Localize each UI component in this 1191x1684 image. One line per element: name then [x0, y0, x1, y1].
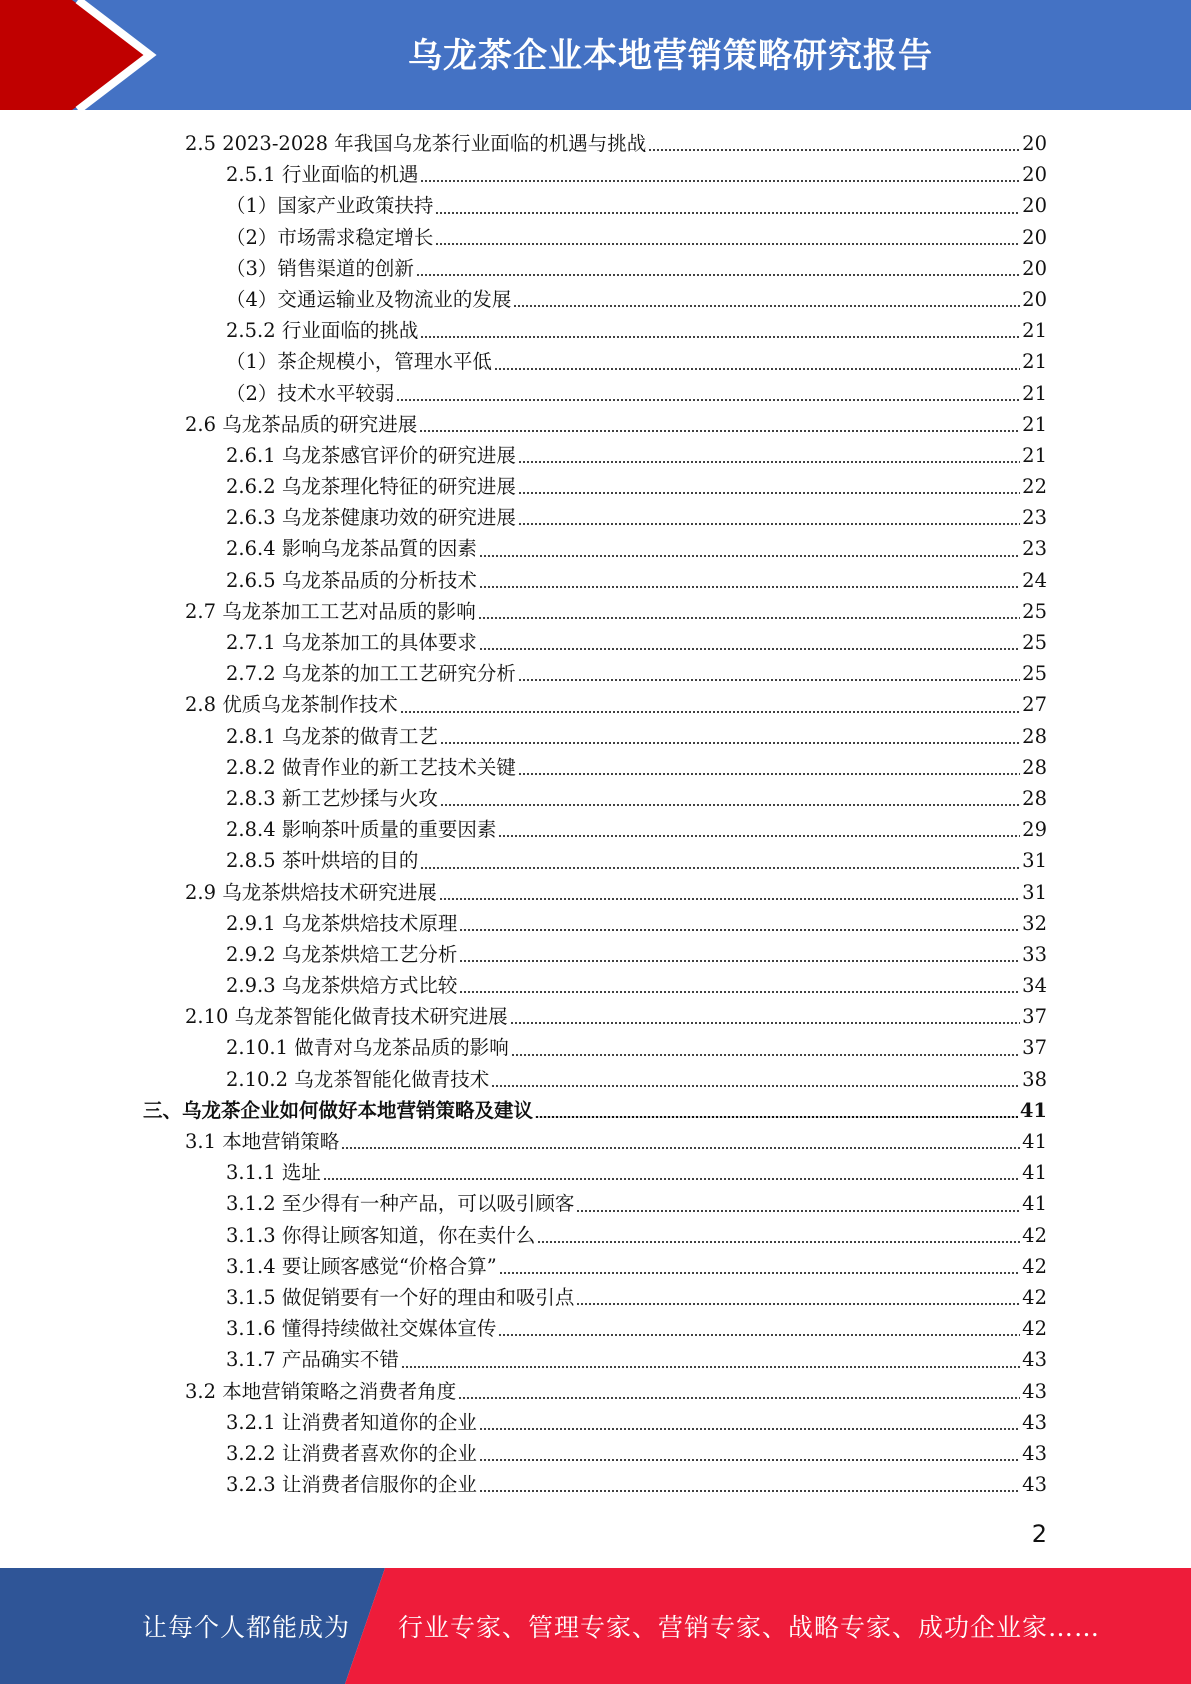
toc-entry-label: （1）国家产业政策扶持 [226, 194, 434, 218]
toc-entry[interactable] [0, 1313, 1191, 1344]
toc-entry-page: 20 [1022, 194, 1047, 218]
toc-entry-label: 3.2 本地营销策略之消费者角度 [185, 1379, 457, 1403]
toc-entry[interactable] [0, 845, 1191, 876]
toc-dot-leader [440, 742, 1020, 744]
toc-entry-page: 20 [1022, 163, 1047, 187]
toc-dot-leader [518, 523, 1020, 525]
toc-entry-label: 2.5.2 行业面临的挑战 [226, 319, 419, 343]
toc-entry-page: 21 [1022, 350, 1047, 374]
toc-dot-leader [341, 1147, 1020, 1149]
toc-entry-page: 43 [1022, 1473, 1047, 1497]
toc-entry-label: （1）茶企规模小，管理水平低 [226, 350, 492, 374]
toc-entry-page: 31 [1022, 880, 1047, 904]
toc-dot-leader [478, 617, 1020, 619]
document-title: 乌龙茶企业本地营销策略研究报告 [408, 36, 933, 76]
toc-entry-page: 43 [1022, 1441, 1047, 1465]
toc-entry-label: 3.1.4 要让顾客感觉“价格合算” [226, 1254, 497, 1278]
toc-entry-label: （3）销售渠道的创新 [226, 256, 414, 280]
toc-entry[interactable] [0, 1220, 1191, 1251]
toc-entry-label: 2.5.1 行业面临的机遇 [226, 163, 419, 187]
toc-entry[interactable] [0, 1469, 1191, 1500]
toc-entry-page: 41 [1022, 1130, 1047, 1153]
toc-entry[interactable] [0, 1095, 1191, 1126]
toc-entry-page: 23 [1022, 537, 1047, 561]
table-of-contents [0, 128, 1191, 1500]
toc-entry-label: （2）技术水平较弱 [226, 381, 395, 405]
toc-entry[interactable] [0, 689, 1191, 720]
toc-dot-leader [479, 586, 1020, 588]
toc-entry-page: 42 [1022, 1317, 1047, 1341]
toc-entry-label: 2.8.5 茶叶烘培的目的 [226, 849, 419, 873]
toc-entry-page: 21 [1022, 381, 1047, 405]
toc-entry-label: 2.9.1 乌龙茶烘焙技术原理 [226, 911, 458, 935]
toc-entry-label: 2.10.1 做青对乌龙茶品质的影响 [226, 1036, 509, 1060]
toc-dot-leader [518, 492, 1020, 494]
toc-dot-leader [513, 305, 1020, 307]
toc-entry-label: 3.1.2 至少得有一种产品，可以吸引顾客 [226, 1192, 575, 1216]
toc-dot-leader [440, 804, 1020, 806]
toc-dot-leader [401, 1366, 1020, 1368]
toc-entry-page: 33 [1022, 942, 1047, 966]
toc-dot-leader [396, 399, 1020, 401]
toc-entry[interactable] [0, 1407, 1191, 1438]
toc-entry[interactable] [0, 1032, 1191, 1063]
toc-entry[interactable] [0, 814, 1191, 845]
toc-entry-page: 42 [1022, 1285, 1047, 1309]
toc-entry[interactable] [0, 284, 1191, 315]
toc-dot-leader [535, 1116, 1018, 1118]
toc-entry[interactable] [0, 658, 1191, 689]
toc-entry-page: 21 [1022, 443, 1047, 467]
toc-entry[interactable] [0, 315, 1191, 346]
toc-entry[interactable] [0, 908, 1191, 939]
toc-entry[interactable] [0, 970, 1191, 1001]
toc-dot-leader [435, 243, 1020, 245]
toc-entry-label: 2.6.2 乌龙茶理化特征的研究进展 [226, 475, 516, 499]
toc-entry-page: 43 [1022, 1379, 1047, 1403]
toc-entry-label: 2.8.1 乌龙茶的做青工艺 [226, 724, 438, 748]
toc-entry-page: 25 [1022, 662, 1047, 686]
toc-entry-label: 2.9 乌龙茶烘焙技术研究进展 [185, 880, 437, 904]
page-header [0, 0, 1191, 110]
toc-dot-leader [479, 1459, 1020, 1461]
toc-entry-page: 20 [1022, 225, 1047, 249]
toc-dot-leader [459, 991, 1020, 993]
toc-entry-label: 3.1.1 选址 [226, 1161, 321, 1185]
toc-entry-label: 3.2.1 让消费者知道你的企业 [226, 1410, 477, 1434]
toc-dot-leader [510, 1022, 1021, 1024]
toc-entry[interactable] [0, 1251, 1191, 1282]
page-number: 2 [1031, 1520, 1047, 1548]
footer-slogan-right: 行业专家、管理专家、营销专家、战略专家、成功企业家…… [398, 1613, 1101, 1642]
toc-entry-page: 28 [1022, 786, 1047, 810]
toc-entry[interactable] [0, 939, 1191, 970]
toc-entry-label: 2.8.3 新工艺炒揉与火攻 [226, 786, 438, 810]
toc-dot-leader [518, 461, 1020, 463]
toc-entry[interactable] [0, 565, 1191, 596]
toc-entry-page: 29 [1022, 818, 1047, 842]
toc-entry-page: 41 [1022, 1161, 1047, 1185]
toc-entry-page: 37 [1022, 1005, 1047, 1029]
toc-entry-page: 20 [1022, 132, 1047, 155]
toc-dot-leader [479, 555, 1020, 557]
toc-entry[interactable] [0, 222, 1191, 253]
toc-entry[interactable] [0, 533, 1191, 564]
toc-dot-leader [499, 1272, 1020, 1274]
toc-entry[interactable] [0, 877, 1191, 908]
toc-entry-label: 2.6.1 乌龙茶感官评价的研究进展 [226, 443, 516, 467]
toc-entry[interactable] [0, 440, 1191, 471]
toc-entry-page: 34 [1022, 974, 1047, 998]
toc-entry-label: 2.6.5 乌龙茶品质的分析技术 [226, 568, 477, 592]
toc-entry-label: 3.1 本地营销策略 [185, 1130, 340, 1153]
toc-entry-label: 3.1.5 做促销要有一个好的理由和吸引点 [226, 1285, 575, 1309]
toc-entry-label: 2.6.3 乌龙茶健康功效的研究进展 [226, 506, 516, 530]
toc-entry-page: 41 [1019, 1098, 1047, 1122]
page-footer [0, 1568, 1191, 1684]
toc-entry-label: 2.6 乌龙茶品质的研究进展 [185, 412, 418, 436]
toc-entry[interactable] [0, 1126, 1191, 1157]
toc-dot-leader [518, 773, 1020, 775]
toc-dot-leader [491, 1085, 1020, 1087]
toc-entry-page: 41 [1022, 1192, 1047, 1216]
toc-entry[interactable] [0, 596, 1191, 627]
toc-entry[interactable] [0, 1282, 1191, 1313]
toc-dot-leader [498, 835, 1020, 837]
toc-dot-leader [648, 149, 1020, 151]
toc-entry-page: 22 [1022, 475, 1047, 499]
toc-entry-page: 20 [1022, 287, 1047, 311]
toc-entry-label: 2.7 乌龙茶加工工艺对品质的影响 [185, 599, 476, 623]
toc-entry-page: 25 [1022, 631, 1047, 654]
toc-entry[interactable] [0, 1376, 1191, 1407]
toc-entry-label: 2.10 乌龙茶智能化做青技术研究进展 [185, 1005, 508, 1029]
toc-entry-label: 3.1.3 你得让顾客知道，你在卖什么 [226, 1223, 536, 1247]
toc-entry-page: 21 [1022, 319, 1047, 343]
toc-dot-leader [494, 368, 1020, 370]
toc-entry-label: 2.7.1 乌龙茶加工的具体要求 [226, 631, 477, 654]
toc-dot-leader [479, 1428, 1020, 1430]
toc-entry[interactable] [0, 190, 1191, 221]
toc-dot-leader [479, 648, 1020, 650]
toc-dot-leader [439, 898, 1020, 900]
toc-entry-page: 43 [1022, 1348, 1047, 1372]
toc-dot-leader [459, 929, 1020, 931]
toc-entry[interactable] [0, 1344, 1191, 1375]
toc-entry[interactable] [0, 1157, 1191, 1188]
toc-entry[interactable] [0, 409, 1191, 440]
toc-dot-leader [511, 1054, 1020, 1056]
toc-dot-leader [537, 1241, 1020, 1243]
toc-entry[interactable] [0, 128, 1191, 159]
toc-dot-leader [518, 679, 1020, 681]
toc-entry[interactable] [0, 378, 1191, 409]
toc-entry-label: 2.8.2 做青作业的新工艺技术关键 [226, 755, 516, 779]
toc-dot-leader [420, 867, 1020, 869]
toc-dot-leader [420, 180, 1020, 182]
toc-entry-page: 28 [1022, 755, 1047, 779]
toc-dot-leader [435, 212, 1020, 214]
toc-entry-label: 2.8 优质乌龙茶制作技术 [185, 693, 398, 717]
toc-entry[interactable] [0, 1064, 1191, 1095]
toc-entry[interactable] [0, 253, 1191, 284]
toc-entry[interactable] [0, 471, 1191, 502]
toc-entry[interactable] [0, 1188, 1191, 1219]
toc-entry-page: 23 [1022, 506, 1047, 530]
toc-entry-label: 三、乌龙茶企业如何做好本地营销策略及建议 [143, 1098, 534, 1122]
toc-dot-leader [576, 1303, 1020, 1305]
toc-entry[interactable] [0, 502, 1191, 533]
toc-entry-page: 25 [1022, 599, 1047, 623]
toc-entry-page: 37 [1022, 1036, 1047, 1060]
toc-dot-leader [576, 1210, 1020, 1212]
toc-entry-label: 2.9.2 乌龙茶烘焙工艺分析 [226, 942, 458, 966]
toc-entry-page: 31 [1022, 849, 1047, 873]
toc-entry-label: 3.2.3 让消费者信服你的企业 [226, 1473, 477, 1497]
toc-entry-label: 2.9.3 乌龙茶烘焙方式比较 [226, 974, 458, 998]
toc-entry-label: 2.10.2 乌龙茶智能化做青技术 [226, 1067, 490, 1091]
toc-entry[interactable] [0, 752, 1191, 783]
toc-dot-leader [479, 1490, 1020, 1492]
toc-dot-leader [498, 1334, 1020, 1336]
toc-entry[interactable] [0, 1438, 1191, 1469]
toc-dot-leader [420, 336, 1020, 338]
toc-dot-leader [400, 711, 1020, 713]
toc-entry-page: 32 [1022, 911, 1047, 935]
toc-entry-label: 2.7.2 乌龙茶的加工工艺研究分析 [226, 662, 516, 686]
toc-dot-leader [459, 960, 1020, 962]
toc-dot-leader [458, 1397, 1020, 1399]
toc-entry-label: 3.2.2 让消费者喜欢你的企业 [226, 1441, 477, 1465]
toc-entry-label: （4）交通运输业及物流业的发展 [226, 287, 512, 311]
toc-entry-label: 2.6.4 影响乌龙茶品質的因素 [226, 537, 477, 561]
toc-dot-leader [323, 1178, 1020, 1180]
toc-dot-leader [419, 430, 1020, 432]
toc-entry-page: 20 [1022, 256, 1047, 280]
toc-entry-label: 2.5 2023-2028 年我国乌龙茶行业面临的机遇与挑战 [185, 132, 647, 155]
toc-entry[interactable] [0, 159, 1191, 190]
toc-entry[interactable] [0, 1001, 1191, 1032]
toc-entry-page: 24 [1022, 568, 1047, 592]
toc-entry-label: 3.1.6 懂得持续做社交媒体宣传 [226, 1317, 497, 1341]
toc-entry[interactable] [0, 346, 1191, 377]
toc-entry[interactable] [0, 783, 1191, 814]
toc-entry-page: 28 [1022, 724, 1047, 748]
toc-entry-label: 2.8.4 影响茶叶质量的重要因素 [226, 818, 497, 842]
toc-entry-label: （2）市场需求稳定增长 [226, 225, 434, 249]
toc-entry-page: 27 [1022, 693, 1047, 717]
toc-entry[interactable] [0, 721, 1191, 752]
toc-dot-leader [416, 274, 1020, 276]
toc-entry[interactable] [0, 627, 1191, 658]
toc-entry-page: 43 [1022, 1410, 1047, 1434]
toc-entry-page: 38 [1022, 1067, 1047, 1091]
toc-entry-page: 42 [1022, 1254, 1047, 1278]
toc-entry-label: 3.1.7 产品确实不错 [226, 1348, 399, 1372]
footer-slogan-left: 让每个人都能成为 [142, 1613, 351, 1642]
toc-entry-page: 42 [1022, 1223, 1047, 1247]
toc-entry-page: 21 [1022, 412, 1047, 436]
